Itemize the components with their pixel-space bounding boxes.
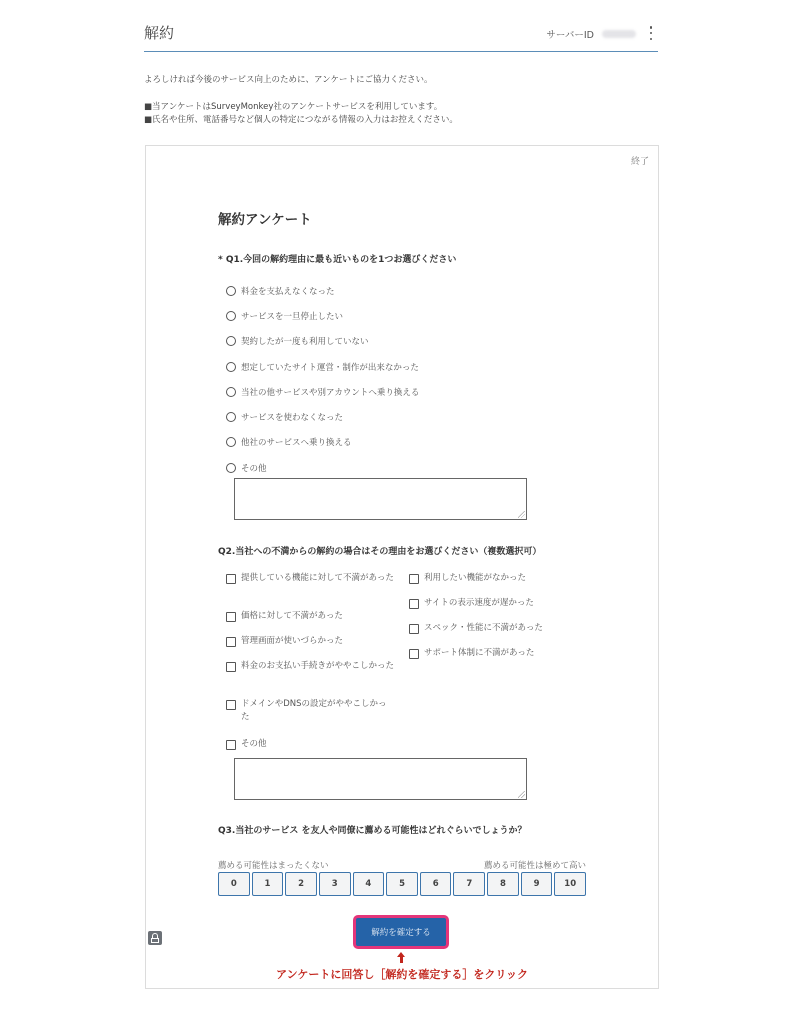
checkbox-icon [226, 637, 236, 647]
nps-option-0[interactable]: 0 [218, 872, 250, 896]
checkbox-icon [409, 599, 419, 609]
confirm-cancellation-button[interactable]: 解約を確定する [353, 915, 449, 949]
q2-checkbox-column-right [409, 572, 589, 672]
checkbox-icon [226, 700, 236, 710]
nps-option-8[interactable]: 8 [487, 872, 519, 896]
resize-handle-icon[interactable] [518, 791, 525, 798]
nps-scale-labels [218, 859, 586, 871]
checkbox-icon [409, 624, 419, 634]
q1-option[interactable]: 当社の他サービスや別アカウントへ乗り換える [226, 379, 419, 404]
question-1-label: * Q1.今回の解約理由に最も近いものを1つお選びください [218, 255, 457, 265]
nps-option-9[interactable]: 9 [521, 872, 553, 896]
survey-frame [145, 145, 659, 989]
intro-text [144, 74, 458, 127]
q2-option[interactable]: ドメインやDNSの設定がややこしかった [226, 698, 394, 738]
nps-option-10[interactable]: 10 [554, 872, 586, 896]
question-2-label: Q2.当社への不満からの解約の場合はその理由をお選びください（複数選択可） [218, 547, 542, 557]
q1-option[interactable]: 料金を支払えなくなった [226, 278, 419, 303]
question-3-label: Q3.当社のサービス を友人や同僚に薦める可能性はどれぐらいでしょうか？ [218, 826, 527, 836]
nps-option-1[interactable]: 1 [252, 872, 284, 896]
checkbox-icon [226, 662, 236, 672]
checkbox-icon [409, 574, 419, 584]
radio-icon [226, 437, 236, 447]
q1-option[interactable]: 他社のサービスへ乗り換える [226, 430, 419, 455]
nps-option-6[interactable]: 6 [420, 872, 452, 896]
arrow-up-icon [397, 952, 405, 964]
q2-option[interactable]: サイトの表示速度が遅かった [409, 597, 589, 622]
nps-low-label: 薦める可能性はまったくない [218, 861, 329, 871]
q2-option[interactable]: 利用したい機能がなかった [409, 572, 589, 597]
page-header [144, 20, 658, 52]
q2-option-other[interactable]: その他 [226, 738, 394, 758]
q1-option-other[interactable]: その他 [226, 455, 419, 480]
checkbox-icon [226, 740, 236, 750]
nps-option-4[interactable]: 4 [353, 872, 385, 896]
lock-icon [148, 931, 162, 945]
radio-icon [226, 362, 236, 372]
q2-option[interactable]: 価格に対して不満があった [226, 610, 394, 635]
radio-icon [226, 286, 236, 296]
more-menu-icon[interactable] [648, 26, 654, 40]
nps-option-2[interactable]: 2 [285, 872, 317, 896]
q2-option[interactable]: スペック・性能に不満があった [409, 622, 589, 647]
radio-icon [226, 311, 236, 321]
q2-option[interactable]: 提供している機能に対して不満があった [226, 572, 394, 610]
q2-option[interactable]: サポート体制に不満があった [409, 647, 589, 672]
server-id [546, 27, 636, 41]
survey-title: 解約アンケート [218, 212, 312, 228]
nps-option-7[interactable]: 7 [453, 872, 485, 896]
radio-icon [226, 463, 236, 473]
q2-other-textarea[interactable] [234, 758, 527, 800]
nps-scale [218, 872, 586, 896]
q1-radio-group [226, 278, 419, 480]
q2-option[interactable]: 料金のお支払い手続きがややこしかった [226, 660, 394, 698]
instruction-annotation: アンケートに回答し［解約を確定する］をクリック [276, 968, 528, 981]
resize-handle-icon[interactable] [518, 511, 525, 518]
server-id-label: サーバーID [546, 30, 594, 41]
intro-note: ■氏名や住所、電話番号など個人の特定につながる情報の入力はお控えください。 [144, 115, 458, 125]
nps-high-label: 薦める可能性は極めて高い [483, 861, 586, 871]
q2-checkbox-column-left [226, 572, 394, 758]
q1-option[interactable]: サービスを一旦停止したい [226, 303, 419, 328]
checkbox-icon [226, 612, 236, 622]
q1-other-textarea[interactable] [234, 478, 527, 520]
intro-note: ■当アンケートはSurveyMonkey社のアンケートサービスを利用しています。 [144, 102, 443, 112]
page-title: 解約 [144, 24, 175, 42]
nps-option-3[interactable]: 3 [319, 872, 351, 896]
q1-option[interactable]: 想定していたサイト運営・制作が出来なかった [226, 354, 419, 379]
radio-icon [226, 412, 236, 422]
nps-option-5[interactable]: 5 [386, 872, 418, 896]
q2-option[interactable]: 管理画面が使いづらかった [226, 635, 394, 660]
radio-icon [226, 387, 236, 397]
server-id-value-blurred [602, 30, 636, 38]
checkbox-icon [226, 574, 236, 584]
q1-option[interactable]: 契約したが一度も利用していない [226, 329, 419, 354]
q1-option[interactable]: サービスを使わなくなった [226, 404, 419, 429]
radio-icon [226, 336, 236, 346]
intro-line: よろしければ今後のサービス向上のために、アンケートにご協力ください。 [144, 75, 433, 85]
checkbox-icon [409, 649, 419, 659]
exit-link[interactable]: 終了 [630, 157, 649, 167]
